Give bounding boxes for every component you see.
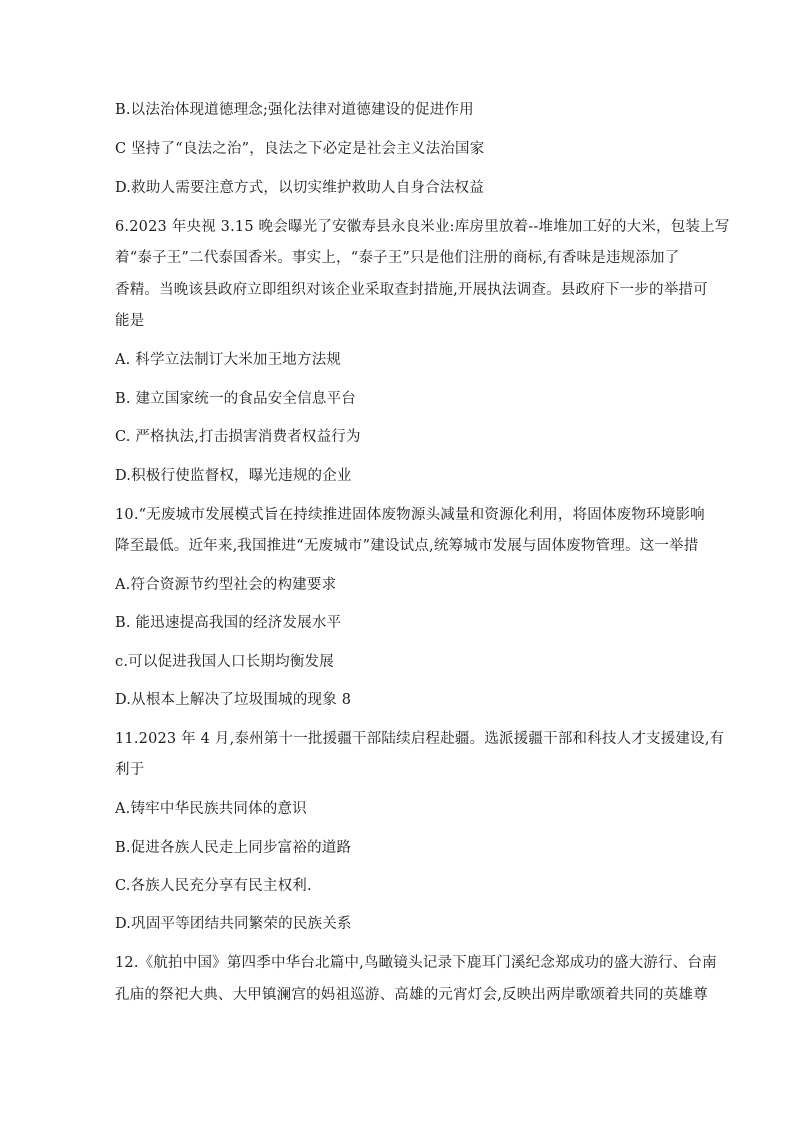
question-10-line-2: 降至最低。近年来,我国推进“无废城市”建设试点,统筹城市发展与固体废物管理。这一举措 <box>115 538 699 554</box>
question-12-line-1: 12.《航拍中国》第四季中华台北篇中,鸟瞰镜头记录下鹿耳门溪纪念郑成功的盛大游行、台南 <box>115 955 717 971</box>
question-12-line-2: 孔庙的祭祀大典、大甲镇澜宫的妈祖巡游、高雄的元宵灯会,反映出两岸歌颂着共同的英雄尊 <box>115 987 708 1003</box>
question-11-option-c: C.各族人民充分享有民主权利. <box>115 878 312 894</box>
question-6-line-3: 香精。当晚该县政府立即组织对该企业采取查封措施,开展执法调查。县政府下一步的举措可 <box>115 282 708 298</box>
question-11-line-1: 11.2023 年 4 月,泰州第十一批援疆干部陆续启程赴疆。选派援疆干部和科技人才支援建设,有 <box>115 731 725 747</box>
question-6-option-d: D.积极行使监督权，曝光违规的企业 <box>115 468 352 484</box>
question-6-option-a: A. 科学立法制订大米加王地方法规 <box>115 352 342 368</box>
option-d-line: D.救助人需要注意方式，以切实维护救助人自身合法权益 <box>115 180 484 196</box>
option-c-line: C 坚持了“良法之治”，良法之下必定是社会主义法治国家 <box>115 141 485 157</box>
option-b-line: B.以法治体现道德理念;强化法律对道德建设的促进作用 <box>115 102 474 118</box>
question-10-option-c: c.可以促进我国人口长期均衡发展 <box>115 654 334 670</box>
question-11-option-d: D.巩固平等团结共同繁荣的民族关系 <box>115 916 352 932</box>
question-10-option-d: D.从根本上解决了垃圾围城的现象 8 <box>115 692 352 708</box>
question-10-line-1: 10.“无废城市发展模式旨在持续推进固体废物源头减量和资源化利用，将固体废物环境影响 <box>115 507 705 523</box>
question-6-option-b: B. 建立国家统一的食品安全信息平台 <box>115 391 356 407</box>
question-6-option-c: C. 严格执法,打击损害消费者权益行为 <box>115 429 361 445</box>
question-11-line-2: 利于 <box>115 762 145 778</box>
question-11-option-a: A.铸牢中华民族共同体的意识 <box>115 801 307 817</box>
question-10-option-b: B. 能迅速提高我国的经济发展水平 <box>115 615 342 631</box>
question-10-option-a: A.符合资源节约型社会的构建要求 <box>115 577 337 593</box>
question-6-line-2: 着“泰子王”二代泰国香米。事实上，“泰子王”只是他们注册的商标,有香味是违规添加了 <box>115 250 680 266</box>
question-6-line-1: 6.2023 年央视 3.15 晚会曝光了安徽寿县永良米业:库房里放着--堆堆加工好的大米，包装上写 <box>115 219 730 235</box>
question-11-option-b: B.促进各族人民走上同步富裕的道路 <box>115 840 352 856</box>
question-6-line-4: 能是 <box>115 313 145 329</box>
